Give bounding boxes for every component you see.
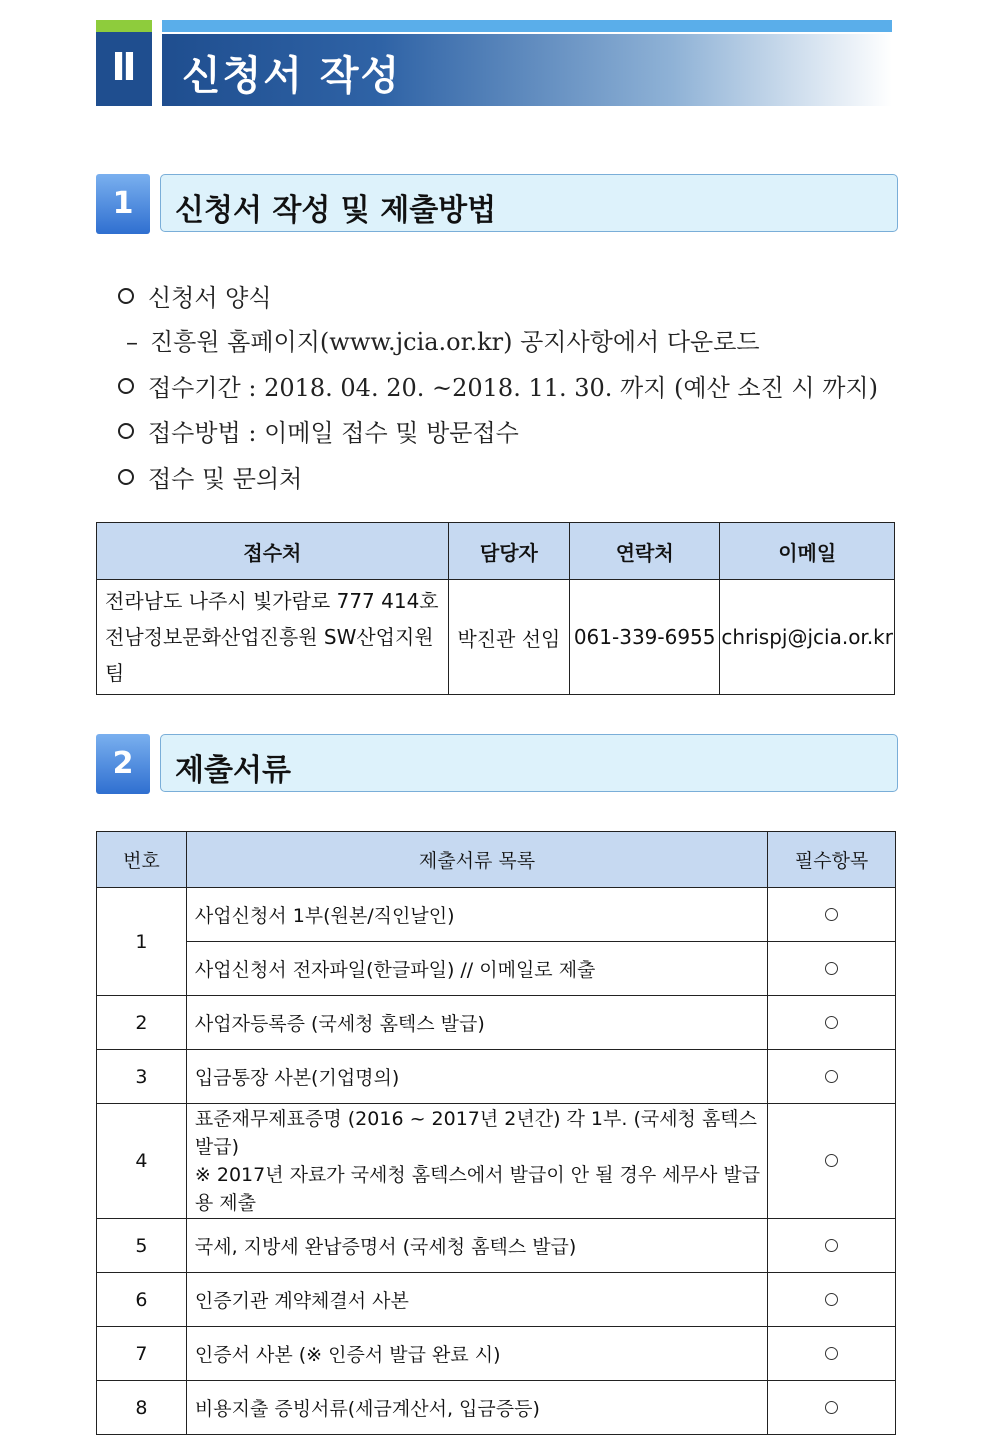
required-cell [768, 888, 896, 942]
required-cell [768, 1050, 896, 1104]
documents-table [96, 831, 896, 1435]
required-cell [768, 1381, 896, 1435]
bullet-line: 접수방법 : 이메일 접수 및 방문접수 [118, 413, 519, 448]
phone-cell: 061-339-6955 [570, 580, 720, 695]
table-row [97, 580, 895, 695]
row-number: 7 [97, 1327, 187, 1381]
table-row [97, 1327, 896, 1381]
required-circle-icon [825, 1293, 838, 1306]
table-row [97, 888, 896, 942]
address-cell [97, 580, 449, 695]
chapter-bar [162, 34, 892, 106]
chapter-number: Ⅱ [96, 20, 152, 106]
section1-title: 신청서 작성 및 제출방법 [175, 193, 497, 228]
circle-bullet-icon [118, 288, 134, 304]
chapter-bar-accent [162, 20, 892, 32]
contact-table [96, 522, 895, 695]
document-name: 비용지출 증빙서류(세금계산서, 입금증등) [186, 1381, 767, 1435]
chapter-number-accent [96, 20, 152, 32]
row-number: 2 [97, 996, 187, 1050]
document-name: 사업신청서 전자파일(한글파일) // 이메일로 제출 [186, 942, 767, 996]
row-number: 4 [97, 1104, 187, 1219]
header-cell: 이메일 [720, 523, 895, 580]
section2-header [96, 734, 898, 794]
table-row [97, 1050, 896, 1104]
bullet-line: 접수 및 문의처 [118, 459, 302, 494]
required-circle-icon [825, 1239, 838, 1252]
bullet-line: 접수기간 : 2018. 04. 20. ~2018. 11. 30. 까지 (예산 소진 시 까지) [118, 368, 878, 403]
document-name [186, 1104, 767, 1219]
chapter-title: 신청서 작성 [182, 53, 402, 99]
table-row [97, 996, 896, 1050]
person-cell: 박진관 선임 [448, 580, 569, 695]
required-cell [768, 1219, 896, 1273]
dash-line: – 진흥원 홈페이지(www.jcia.or.kr) 공지사항에서 다운로드 [126, 328, 760, 356]
header-cell: 담당자 [448, 523, 569, 580]
required-circle-icon [825, 1154, 838, 1167]
table-row [97, 1381, 896, 1435]
table-row [97, 1104, 896, 1219]
section1-header [96, 174, 898, 234]
document-name: 사업신청서 1부(원본/직인날인) [186, 888, 767, 942]
header-cell: 제출서류 목록 [186, 832, 767, 888]
table-row [97, 1219, 896, 1273]
dash-icon: – [126, 328, 138, 356]
row-number: 8 [97, 1381, 187, 1435]
document-note: ※ 2017년 자료가 국세청 홈텍스에서 발급이 안 될 경우 세무사 발급용 제출 [194, 1164, 761, 1214]
required-circle-icon [825, 1401, 838, 1414]
required-cell [768, 996, 896, 1050]
required-cell [768, 1327, 896, 1381]
section2-title: 제출서류 [175, 753, 291, 788]
required-cell [768, 942, 896, 996]
required-circle-icon [825, 1016, 838, 1029]
bullet-line: 신청서 양식 [118, 278, 272, 313]
header-cell: 접수처 [97, 523, 449, 580]
email-cell: chrispj@jcia.or.kr [720, 580, 895, 695]
document-name: 국세, 지방세 완납증명서 (국세청 홈텍스 발급) [186, 1219, 767, 1273]
document-name: 인증기관 계약체결서 사본 [186, 1273, 767, 1327]
required-circle-icon [825, 1070, 838, 1083]
section2-title-box [160, 734, 898, 792]
required-circle-icon [825, 962, 838, 975]
circle-bullet-icon [118, 469, 134, 485]
table-row [97, 1273, 896, 1327]
chapter-header [96, 20, 892, 106]
required-cell [768, 1104, 896, 1219]
header-cell: 연락처 [570, 523, 720, 580]
circle-bullet-icon [118, 378, 134, 394]
header-cell: 필수항목 [768, 832, 896, 888]
document-name: 사업자등록증 (국세청 홈텍스 발급) [186, 996, 767, 1050]
header-cell: 번호 [97, 832, 187, 888]
required-cell [768, 1273, 896, 1327]
table-header-row [97, 523, 895, 580]
circle-bullet-icon [118, 423, 134, 439]
required-circle-icon [825, 908, 838, 921]
address-line: 전라남도 나주시 빛가람로 777 414호 [105, 589, 439, 613]
section2-number: 2 [96, 734, 150, 794]
document-name: 인증서 사본 (※ 인증서 발급 완료 시) [186, 1327, 767, 1381]
table-row [97, 942, 896, 996]
section1-title-box [160, 174, 898, 232]
row-number: 3 [97, 1050, 187, 1104]
row-number: 1 [97, 888, 187, 996]
row-number: 5 [97, 1219, 187, 1273]
row-number: 6 [97, 1273, 187, 1327]
document-name: 입금통장 사본(기업명의) [186, 1050, 767, 1104]
document-line: 표준재무제표증명 (2016 ~ 2017년 2년간) 각 1부. (국세청 홈텍스 발급) [194, 1108, 758, 1158]
section1-number: 1 [96, 174, 150, 234]
required-circle-icon [825, 1347, 838, 1360]
address-line: 전남정보문화산업진흥원 SW산업지원팀 [105, 625, 434, 685]
table-header-row [97, 832, 896, 888]
